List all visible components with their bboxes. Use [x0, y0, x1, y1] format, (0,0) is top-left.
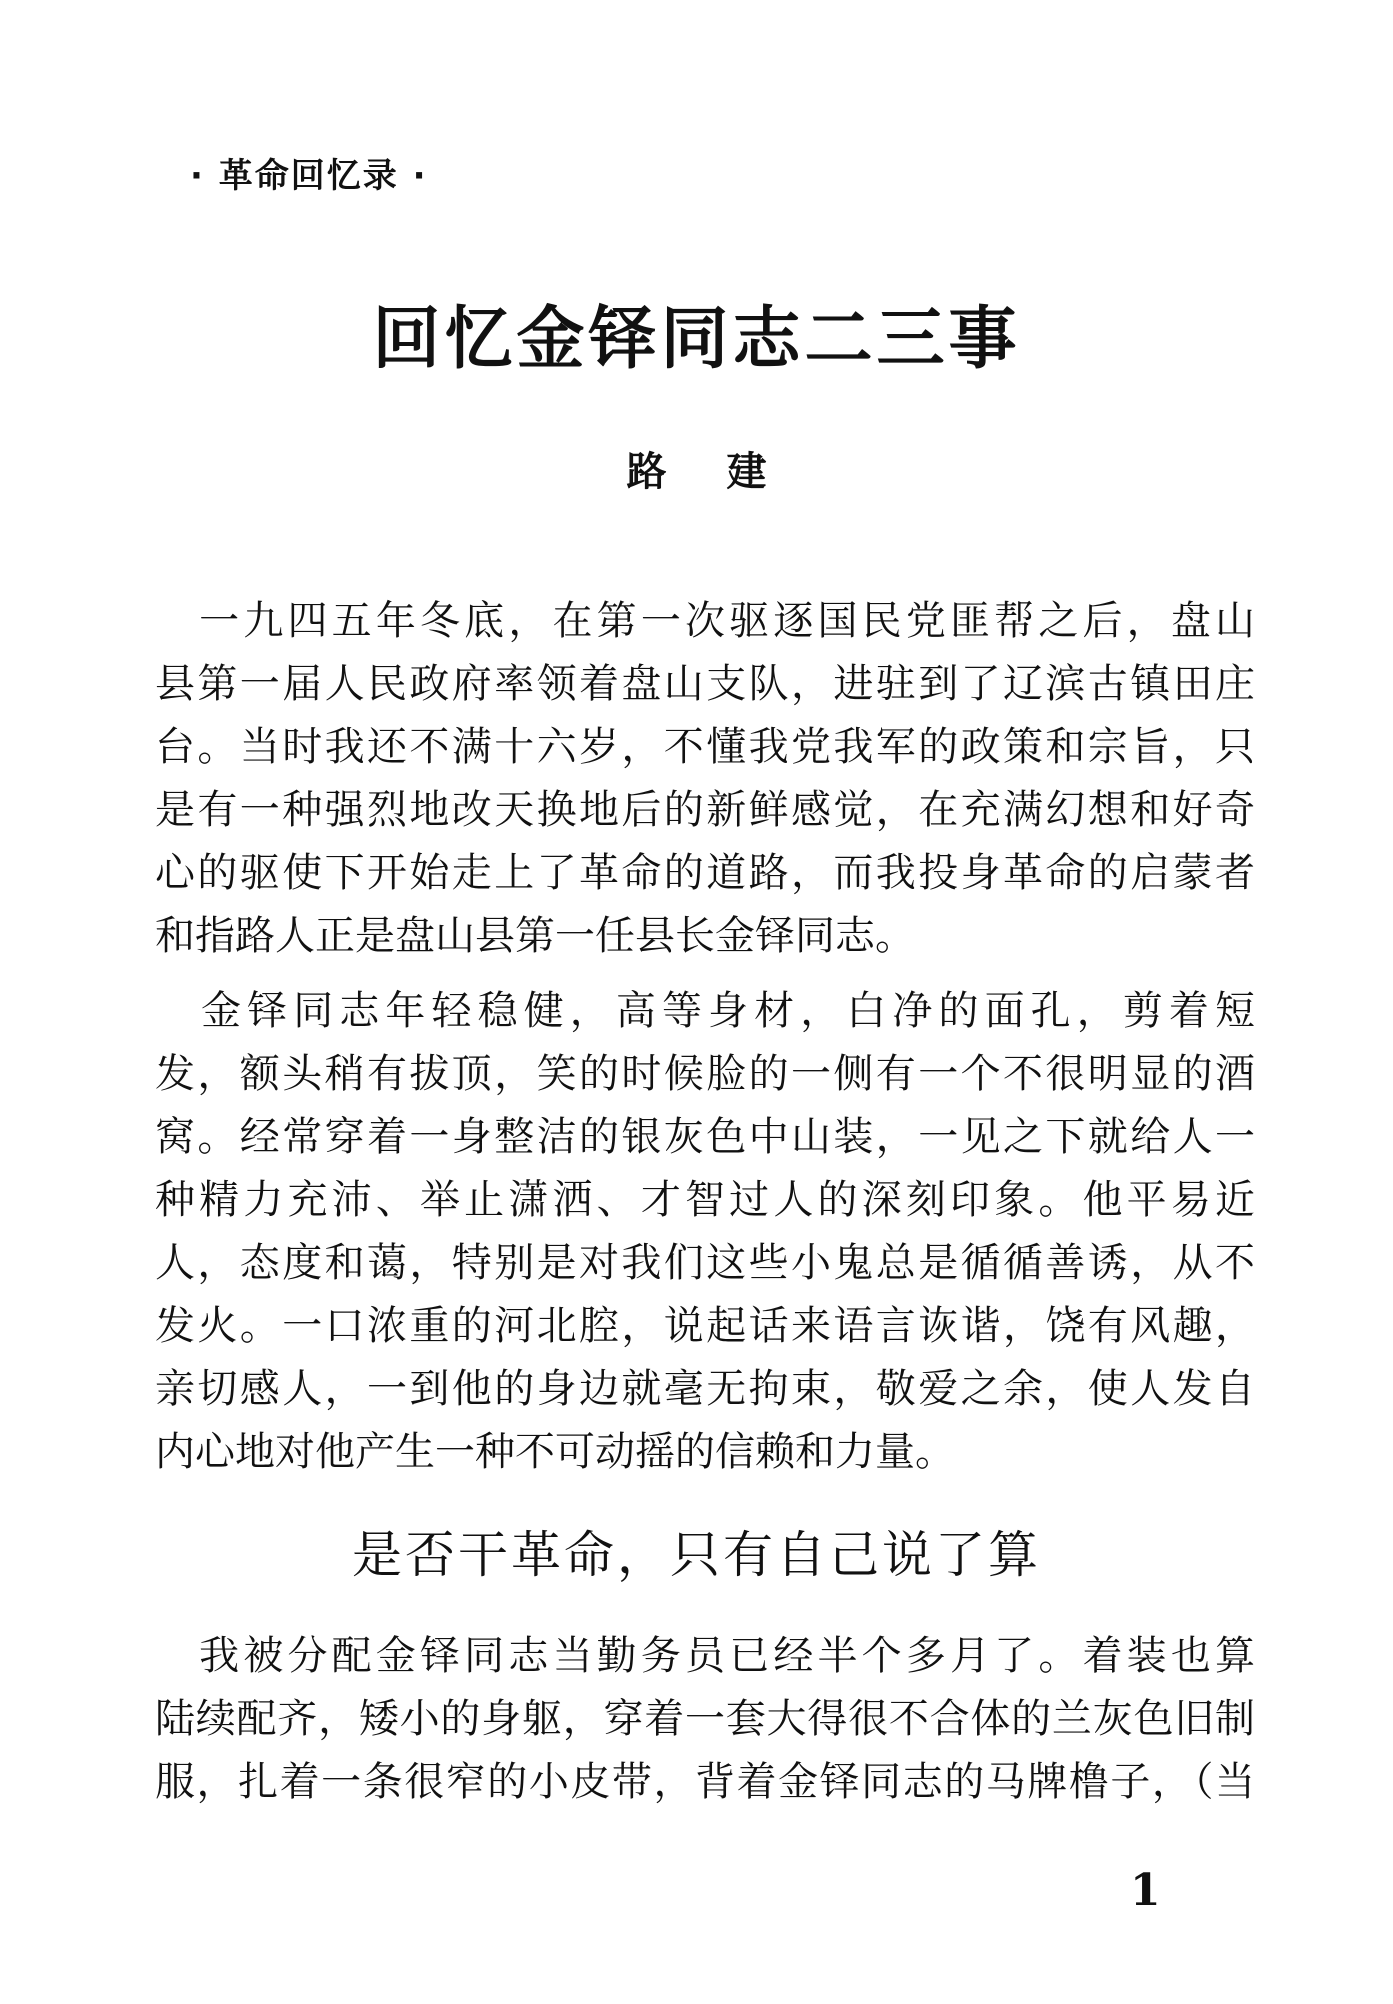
text-line: 我被分配金铎同志当勤务员已经半个多月了。着装也算 — [155, 1633, 1255, 1679]
text-line: 人，态度和蔼，特别是对我们这些小鬼总是循循善诱，从不 — [155, 1240, 1255, 1286]
paragraph-3 — [155, 1625, 1255, 1814]
text-line: 一九四五年冬底，在第一次驱逐国民党匪帮之后，盘山 — [155, 598, 1255, 644]
article-author: 路建 — [626, 449, 827, 495]
paragraph-1 — [155, 590, 1255, 968]
text-line: 服，扎着一条很窄的小皮带，背着金铎同志的马牌橹子，（当 — [155, 1759, 1255, 1805]
text-line: 金铎同志年轻稳健，高等身材，白净的面孔，剪着短 — [155, 988, 1255, 1034]
series-label: · 革命回忆录 · — [190, 156, 428, 196]
text-line: 种精力充沛、举止潇洒、才智过人的深刻印象。他平易近 — [155, 1177, 1255, 1223]
section-heading: 是否干革命，只有自己说了算 — [352, 1526, 1041, 1584]
page-number: 1 — [1130, 1865, 1161, 1916]
text-line: 亲切感人，一到他的身边就毫无拘束，敬爱之余，使人发自 — [155, 1366, 1255, 1412]
text-line: 台。当时我还不满十六岁，不懂我党我军的政策和宗旨，只 — [155, 724, 1255, 770]
text-line: 发，额头稍有拔顶，笑的时候脸的一侧有一个不很明显的酒 — [155, 1051, 1255, 1097]
text-line: 内心地对他产生一种不可动摇的信赖和力量。 — [155, 1429, 955, 1475]
text-line: 窝。经常穿着一身整洁的银灰色中山装，一见之下就给人一 — [155, 1114, 1255, 1160]
text-line: 陆续配齐，矮小的身躯，穿着一套大得很不合体的兰灰色旧制 — [155, 1696, 1255, 1742]
text-line: 县第一届人民政府率领着盘山支队，进驻到了辽滨古镇田庄 — [155, 661, 1255, 707]
paragraph-2 — [155, 980, 1255, 1484]
text-line: 心的驱使下开始走上了革命的道路，而我投身革命的启蒙者 — [155, 850, 1255, 896]
text-line: 和指路人正是盘山县第一任县长金铎同志。 — [155, 913, 915, 959]
text-line: 发火。一口浓重的河北腔，说起话来语言诙谐，饶有风趣， — [155, 1303, 1255, 1349]
text-line: 是有一种强烈地改天换地后的新鲜感觉，在充满幻想和好奇 — [155, 787, 1255, 833]
article-title: 回忆金铎同志二三事 — [372, 300, 1021, 379]
